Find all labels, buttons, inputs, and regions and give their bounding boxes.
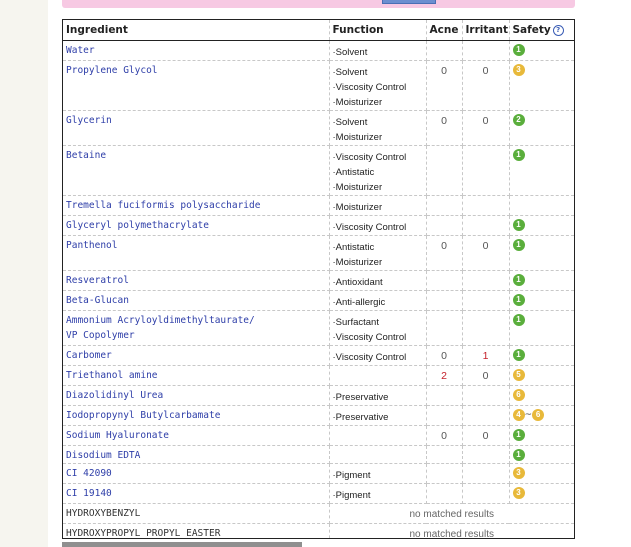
table-row bbox=[63, 464, 574, 484]
table-row bbox=[63, 41, 574, 61]
ingredient-cell[interactable] bbox=[63, 236, 329, 271]
safety-badge: 6 bbox=[513, 389, 525, 401]
ingredient-name[interactable]: Panthenol bbox=[66, 240, 118, 251]
irritant-value: 0 bbox=[462, 236, 509, 271]
acne-value: 2 bbox=[426, 366, 462, 386]
ingredient-name[interactable]: Disodium EDTA bbox=[66, 450, 141, 461]
acne-value bbox=[426, 386, 462, 406]
safety-badge: 6 bbox=[532, 409, 544, 421]
ingredient-name[interactable]: Beta-Glucan bbox=[66, 295, 129, 306]
acne-value bbox=[426, 41, 462, 61]
safety-badge: 1 bbox=[513, 149, 525, 161]
function-item: ·Antistatic bbox=[332, 242, 375, 253]
ingredient-cell bbox=[63, 524, 329, 540]
function-cell bbox=[329, 311, 426, 346]
ingredient-name: HYDROXYBENZYL bbox=[66, 508, 141, 519]
ingredient-cell[interactable] bbox=[63, 196, 329, 216]
irritant-value bbox=[462, 484, 509, 504]
acne-value bbox=[426, 216, 462, 236]
ingredient-table bbox=[63, 20, 574, 539]
safety-range-separator: ~ bbox=[524, 410, 533, 420]
acne-value: 0 bbox=[426, 426, 462, 446]
irritant-value bbox=[462, 196, 509, 216]
header-safety-label: Safety bbox=[512, 24, 551, 36]
irritant-value bbox=[462, 464, 509, 484]
safety-cell bbox=[509, 216, 574, 236]
acne-value bbox=[426, 311, 462, 346]
safety-badge: 1 bbox=[513, 294, 525, 306]
safety-cell bbox=[509, 61, 574, 111]
function-item: ·Moisturizer bbox=[332, 202, 383, 213]
ingredient-cell[interactable] bbox=[63, 41, 329, 61]
acne-value: 0 bbox=[426, 236, 462, 271]
ingredient-cell bbox=[63, 504, 329, 524]
ingredient-name[interactable]: Carbomer bbox=[66, 350, 112, 361]
header-irritant: Irritant bbox=[462, 20, 509, 41]
ingredient-name[interactable]: Resveratrol bbox=[66, 275, 129, 286]
function-item: ·Pigment bbox=[332, 490, 371, 501]
safety-badge: 5 bbox=[513, 369, 525, 381]
safety-cell bbox=[509, 196, 574, 216]
ingredient-cell[interactable] bbox=[63, 446, 329, 464]
acne-value bbox=[426, 291, 462, 311]
ingredient-cell[interactable] bbox=[63, 111, 329, 146]
safety-cell bbox=[509, 41, 574, 61]
table-row bbox=[63, 446, 574, 464]
ingredient-table-container bbox=[62, 19, 575, 539]
function-cell bbox=[329, 271, 426, 291]
function-cell bbox=[329, 61, 426, 111]
acne-value: 0 bbox=[426, 61, 462, 111]
safety-cell bbox=[509, 146, 574, 196]
ingredient-cell[interactable] bbox=[63, 61, 329, 111]
acne-value bbox=[426, 484, 462, 504]
function-cell bbox=[329, 446, 426, 464]
function-cell bbox=[329, 484, 426, 504]
safety-badge: 1 bbox=[513, 314, 525, 326]
safety-badge: 3 bbox=[513, 64, 525, 76]
irritant-value: 0 bbox=[462, 366, 509, 386]
table-row bbox=[63, 196, 574, 216]
irritant-value: 0 bbox=[462, 111, 509, 146]
table-body bbox=[63, 41, 574, 540]
irritant-value bbox=[462, 271, 509, 291]
function-item: ·Viscosity Control bbox=[332, 82, 407, 93]
irritant-value bbox=[462, 291, 509, 311]
irritant-value: 0 bbox=[462, 61, 509, 111]
ingredient-name: HYDROXYPROPYL PROPYL EASTER bbox=[66, 528, 221, 539]
function-item: ·Antioxidant bbox=[332, 277, 383, 288]
ingredient-cell[interactable] bbox=[63, 216, 329, 236]
function-cell bbox=[329, 291, 426, 311]
ingredient-cell[interactable] bbox=[63, 346, 329, 366]
ingredient-cell[interactable] bbox=[63, 366, 329, 386]
safety-badge: 1 bbox=[513, 349, 525, 361]
ingredient-cell[interactable] bbox=[63, 484, 329, 504]
function-cell bbox=[329, 426, 426, 446]
ingredient-cell[interactable] bbox=[63, 146, 329, 196]
irritant-value bbox=[462, 216, 509, 236]
table-row bbox=[63, 426, 574, 446]
irritant-value bbox=[462, 406, 509, 426]
function-item: ·Viscosity Control bbox=[332, 152, 407, 163]
table-row bbox=[63, 311, 574, 346]
ingredient-cell[interactable] bbox=[63, 271, 329, 291]
ingredient-cell[interactable] bbox=[63, 464, 329, 484]
header-function: Function bbox=[329, 20, 426, 41]
safety-cell bbox=[509, 464, 574, 484]
irritant-value bbox=[462, 146, 509, 196]
function-item: ·Pigment bbox=[332, 470, 371, 481]
safety-badge: 2 bbox=[513, 114, 525, 126]
function-cell bbox=[329, 216, 426, 236]
ingredient-name[interactable]: Water bbox=[66, 45, 95, 56]
function-item: ·Solvent bbox=[332, 47, 368, 58]
ingredient-name[interactable]: Glycerin bbox=[66, 115, 112, 126]
function-item: ·Preservative bbox=[332, 412, 389, 423]
safety-cell bbox=[509, 346, 574, 366]
safety-cell bbox=[509, 484, 574, 504]
function-cell bbox=[329, 366, 426, 386]
table-row bbox=[63, 366, 574, 386]
function-item: ·Moisturizer bbox=[332, 257, 383, 268]
acne-value bbox=[426, 406, 462, 426]
function-cell bbox=[329, 196, 426, 216]
safety-badge: 1 bbox=[513, 274, 525, 286]
safety-badge: 3 bbox=[513, 467, 525, 479]
function-cell bbox=[329, 41, 426, 61]
irritant-value bbox=[462, 311, 509, 346]
table-row bbox=[63, 346, 574, 366]
safety-badge: 1 bbox=[513, 44, 525, 56]
function-cell bbox=[329, 406, 426, 426]
function-item: ·Viscosity Control bbox=[332, 332, 407, 343]
safety-cell bbox=[509, 236, 574, 271]
ingredient-name[interactable]: Betaine bbox=[66, 150, 107, 161]
safety-badge: 1 bbox=[513, 219, 525, 231]
table-row bbox=[63, 524, 574, 540]
function-cell bbox=[329, 111, 426, 146]
table-row bbox=[63, 61, 574, 111]
help-icon[interactable]: ? bbox=[553, 25, 564, 36]
ingredient-cell[interactable] bbox=[63, 291, 329, 311]
irritant-value bbox=[462, 41, 509, 61]
ingredient-cell[interactable] bbox=[63, 386, 329, 406]
ingredient-name[interactable]: Glyceryl polymethacrylate bbox=[66, 220, 209, 231]
ingredient-name[interactable]: Triethanol amine bbox=[66, 370, 158, 381]
top-banner bbox=[62, 0, 575, 8]
function-item: ·Anti-allergic bbox=[332, 297, 386, 308]
function-cell bbox=[329, 386, 426, 406]
ingredient-name[interactable]: VP Copolymer bbox=[66, 330, 135, 341]
header-safety bbox=[509, 20, 574, 41]
ingredient-name[interactable]: CI 19140 bbox=[66, 488, 112, 499]
header-ingredient: Ingredient bbox=[63, 20, 329, 41]
ingredient-name[interactable]: CI 42090 bbox=[66, 468, 112, 479]
table-row bbox=[63, 406, 574, 426]
safety-cell bbox=[509, 311, 574, 346]
table-row bbox=[63, 504, 574, 524]
table-row bbox=[63, 111, 574, 146]
safety-badge: 1 bbox=[513, 429, 525, 441]
function-item: ·Viscosity Control bbox=[332, 352, 407, 363]
function-cell bbox=[329, 236, 426, 271]
function-item: ·Surfactant bbox=[332, 317, 379, 328]
acne-value bbox=[426, 146, 462, 196]
acne-value: 0 bbox=[426, 111, 462, 146]
function-cell bbox=[329, 464, 426, 484]
safety-cell bbox=[509, 426, 574, 446]
ingredient-name[interactable]: Sodium Hyaluronate bbox=[66, 430, 169, 441]
safety-cell bbox=[509, 291, 574, 311]
acne-value: 0 bbox=[426, 346, 462, 366]
page-left-gutter bbox=[0, 0, 48, 547]
header-acne: Acne bbox=[426, 20, 462, 41]
function-item: ·Moisturizer bbox=[332, 97, 383, 108]
ingredient-name[interactable]: Tremella fuciformis polysaccharide bbox=[66, 200, 261, 211]
table-row bbox=[63, 484, 574, 504]
ingredient-cell[interactable] bbox=[63, 311, 329, 346]
ingredient-name[interactable]: Diazolidinyl Urea bbox=[66, 390, 164, 401]
ingredient-name[interactable]: Propylene Glycol bbox=[66, 65, 158, 76]
table-row bbox=[63, 386, 574, 406]
ingredient-cell[interactable] bbox=[63, 406, 329, 426]
safety-badge: 1 bbox=[513, 449, 525, 461]
safety-cell bbox=[509, 406, 574, 426]
table-header-row bbox=[63, 20, 574, 41]
table-row bbox=[63, 236, 574, 271]
function-cell bbox=[329, 146, 426, 196]
table-row bbox=[63, 291, 574, 311]
safety-cell bbox=[509, 111, 574, 146]
function-item: ·Antistatic bbox=[332, 167, 375, 178]
safety-cell bbox=[509, 386, 574, 406]
footer-text-strip bbox=[62, 542, 302, 547]
safety-badge: 1 bbox=[513, 239, 525, 251]
function-item: ·Viscosity Control bbox=[332, 222, 407, 233]
acne-value bbox=[426, 446, 462, 464]
safety-badge: 4 bbox=[513, 409, 525, 421]
table-row bbox=[63, 146, 574, 196]
irritant-value: 0 bbox=[462, 426, 509, 446]
function-cell bbox=[329, 346, 426, 366]
function-item: ·Moisturizer bbox=[332, 132, 383, 143]
function-item: ·Moisturizer bbox=[332, 182, 383, 193]
safety-cell bbox=[509, 271, 574, 291]
table-row bbox=[63, 271, 574, 291]
function-item: ·Solvent bbox=[332, 117, 368, 128]
ingredient-name[interactable]: Iodopropynyl Butylcarbamate bbox=[66, 410, 221, 421]
acne-value bbox=[426, 196, 462, 216]
irritant-value: 1 bbox=[462, 346, 509, 366]
acne-value bbox=[426, 271, 462, 291]
no-match-message: no matched results bbox=[409, 529, 494, 539]
function-item: ·Solvent bbox=[332, 67, 368, 78]
safety-badge: 3 bbox=[513, 487, 525, 499]
banner-button[interactable] bbox=[382, 0, 436, 4]
table-row bbox=[63, 216, 574, 236]
function-item: ·Preservative bbox=[332, 392, 389, 403]
ingredient-name[interactable]: Ammonium Acryloyldimethyltaurate/ bbox=[66, 315, 255, 326]
safety-cell bbox=[509, 446, 574, 464]
irritant-value bbox=[462, 386, 509, 406]
irritant-value bbox=[462, 446, 509, 464]
no-match-message: no matched results bbox=[329, 504, 574, 524]
ingredient-cell[interactable] bbox=[63, 426, 329, 446]
acne-value bbox=[426, 464, 462, 484]
safety-cell bbox=[509, 366, 574, 386]
